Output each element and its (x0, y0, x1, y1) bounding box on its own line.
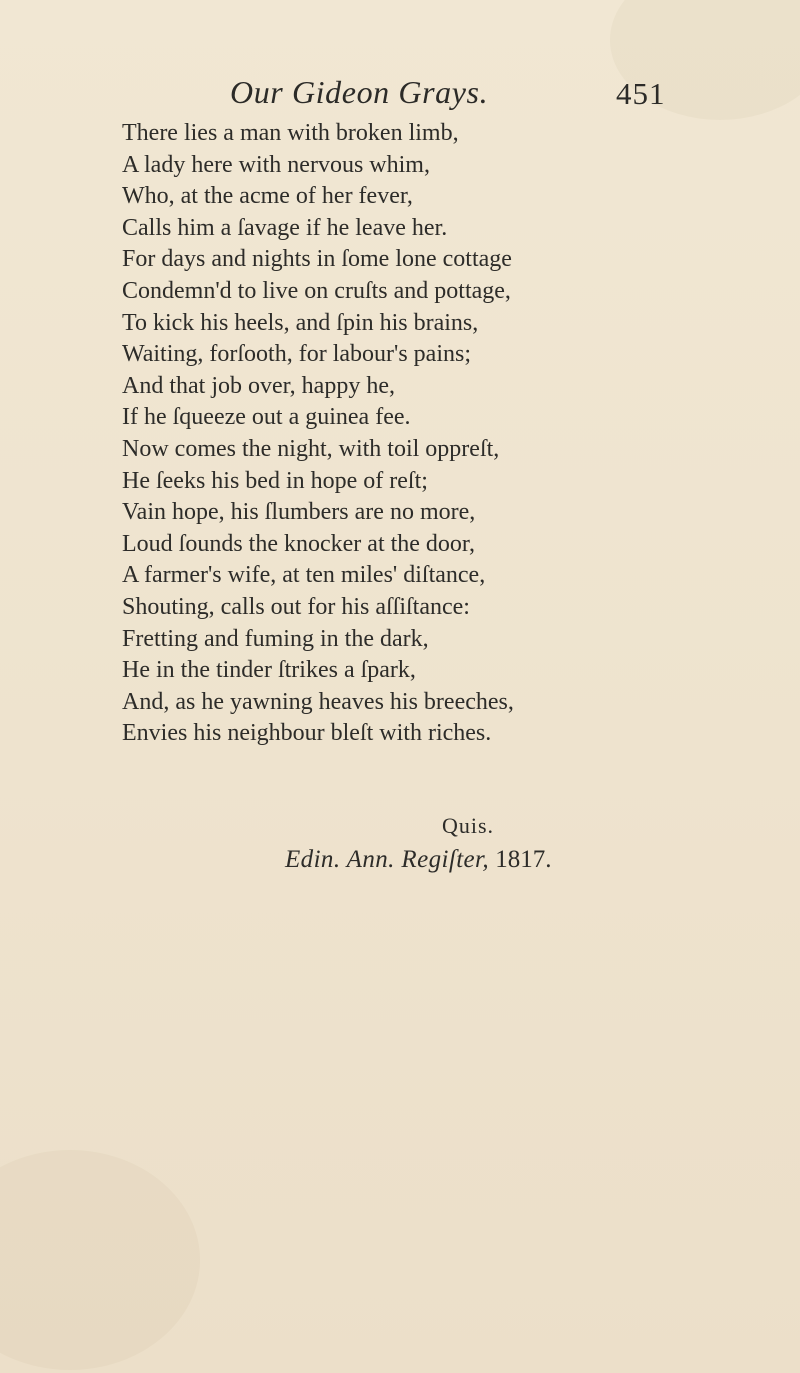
poem (122, 118, 682, 750)
poem-line: To kick his heels, and ſpin his brains, (122, 309, 479, 336)
running-head: Our Gideon Grays. (230, 74, 489, 110)
poem-line: Vain hope, his ſlumbers are no more, (122, 499, 476, 526)
poem-line: Loud ſounds the knocker at the door, (122, 530, 475, 557)
poem-line: And, as he yawning heaves his breeches, (122, 688, 514, 715)
poem-line: Who, at the acme of her fever, (122, 183, 413, 210)
source-title: Edin. Ann. Regiſter, (285, 846, 490, 873)
poem-line: For days and nights in ſome lone cottage (122, 246, 512, 273)
poem-line: Waiting, forſooth, for labour's pains; (122, 341, 471, 368)
poem-line: A farmer's wife, at ten miles' diſtance, (122, 562, 486, 589)
poem-line: He in the tinder ſtrikes a ſpark, (122, 657, 416, 684)
page-number: 451 (616, 76, 666, 111)
poem-line: There lies a man with broken limb, (122, 120, 459, 146)
poem-line: Fretting and fuming in the dark, (122, 625, 429, 652)
paper-stain (0, 1150, 200, 1370)
poem-line: Envies his neighbour bleſt with riches. (122, 720, 492, 747)
poem-line: Now comes the night, with toil oppreſt, (122, 435, 500, 462)
poem-line: And that job over, happy he, (122, 372, 395, 399)
poem-line: He ſeeks his bed in hope of reſt; (122, 467, 428, 494)
poem-line: If he ſqueeze out a guinea fee. (122, 404, 411, 431)
poem-line: Calls him a ſavage if he leave her. (122, 214, 448, 241)
source-year: 1817. (495, 846, 552, 873)
poem-line: Shouting, calls out for his aſſiſtance: (122, 593, 470, 620)
source-citation (285, 846, 552, 874)
poem-signature: Quis. (442, 813, 495, 838)
poem-line: A lady here with nervous whim, (122, 151, 430, 178)
poem-line: Condemn'd to live on cruſts and pottage, (122, 277, 511, 304)
